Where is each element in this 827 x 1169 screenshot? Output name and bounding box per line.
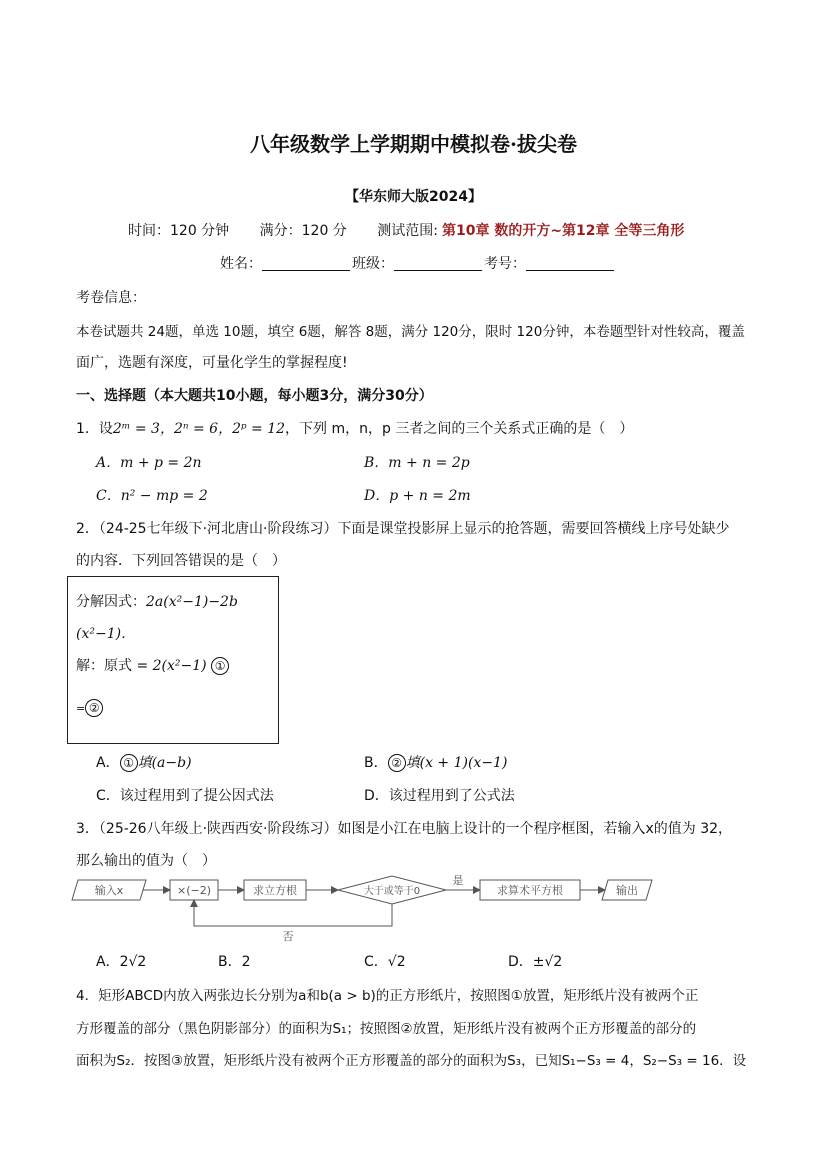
edition-label: 【华东师大版2024】 — [345, 189, 482, 205]
q3-option-c[interactable]: C．√2 — [364, 954, 406, 970]
student-info — [220, 253, 616, 273]
circle-2-marker: ② — [85, 699, 103, 717]
q2-option-b-text: 填(x + 1)(x−1) — [405, 755, 508, 771]
q4-line1: 4．矩形ABCD内放入两张边长分别为a和b(a > b)的正方形纸片，按照图①放置，矩形纸片没有被两个正 — [76, 988, 699, 1004]
section1-heading: 一、选择题（本大题共10小题，每小题3分，满分30分） — [76, 388, 433, 404]
box-line1-label: 分解因式： — [76, 594, 146, 610]
q3-option-d[interactable]: D．±√2 — [508, 954, 563, 970]
q3-option-b[interactable]: B．2 — [218, 954, 251, 970]
q4-line2: 方形覆盖的部分（黑色阴影部分）的面积为S₁；按照图②放置，矩形纸片没有被两个正方形覆盖的部分的 — [76, 1021, 697, 1037]
q2-option-b-label: B． — [364, 755, 388, 771]
q2-option-a[interactable] — [96, 752, 192, 772]
flow-sqrt-label: 求算术平方根 — [497, 884, 563, 897]
q2-option-a-text: 填(a−b) — [137, 755, 192, 771]
exam-no-label: 考号： — [484, 256, 526, 272]
intro-heading: 考卷信息： — [76, 290, 146, 306]
q2-problem-box — [67, 576, 279, 744]
flow-multiply-label: ×(−2) — [176, 884, 212, 897]
exam-time: 时间：120 分钟 — [128, 223, 230, 239]
box-line4-prefix: = — [76, 702, 86, 715]
name-label: 姓名： — [220, 256, 262, 272]
box-line3-label: 解：原式 = — [76, 658, 153, 674]
name-blank[interactable] — [262, 256, 350, 271]
q1-stem-math: 2ᵐ = 3，2ⁿ = 6，2ᵖ = 12 — [112, 421, 286, 437]
q1-option-b[interactable]: B．m + n = 2p — [364, 455, 470, 471]
q1-option-a[interactable]: A．m + p = 2n — [96, 455, 202, 471]
class-label: 班级： — [352, 256, 394, 272]
q3-flowchart — [70, 870, 660, 942]
box-line3-math: 2(x²−1) — [152, 658, 207, 674]
exam-range-label: 测试范围: — [377, 223, 438, 239]
page-title: 八年级数学上学期期中模拟卷·拔尖卷 — [250, 132, 577, 156]
box-line2: (x²−1)． — [76, 626, 136, 642]
q2-option-a-label: A． — [96, 755, 120, 771]
q1-option-d[interactable]: D．p + n = 2m — [364, 488, 471, 504]
box-line1 — [76, 591, 238, 611]
q3-stem-line1: 3．（25-26八年级上·陕西西安·阶段练习）如图是小江在电脑上设计的一个程序框图，若输入x的值为 32， — [76, 821, 733, 837]
box-line1-math: 2a(x²−1)−2b — [146, 594, 238, 610]
circle-1-marker: ① — [120, 754, 138, 772]
q2-stem-line2: 的内容．下列回答错误的是（ ） — [76, 553, 286, 569]
class-blank[interactable] — [394, 256, 482, 271]
q3-stem-line2: 那么输出的值为（ ） — [76, 853, 216, 869]
intro-line2: 面广，选题有深度，可量化学生的掌握程度! — [76, 355, 348, 371]
q1-stem-post: ，下列 m，n，p 三者之间的三个关系式正确的是（ ） — [285, 421, 634, 437]
exam-range: 第10章 数的开方~第12章 全等三角形 — [441, 223, 685, 239]
q2-option-c[interactable]: C．该过程用到了提公因式法 — [96, 788, 274, 804]
q2-option-d[interactable]: D．该过程用到了公式法 — [364, 788, 515, 804]
circle-2-marker: ② — [388, 754, 406, 772]
circle-1-marker: ① — [211, 657, 229, 675]
exam-no-blank[interactable] — [526, 256, 614, 271]
flow-arrow-no-loop — [194, 900, 392, 926]
q3-option-a[interactable]: A．2√2 — [96, 954, 147, 970]
flow-output-label: 输出 — [616, 884, 638, 897]
q1-stem — [76, 418, 633, 438]
intro-line1: 本卷试题共 24题，单选 10题，填空 6题，解答 8题，满分 120分，限时 120分钟，本卷题型针对性较高，覆盖 — [76, 324, 745, 340]
q2-stem-line1: 2．（24-25七年级下·河北唐山·阶段练习）下面是课堂投影屏上显示的抢答题，需要回答横线上序号处缺少 — [76, 521, 730, 537]
flow-no-label: 否 — [282, 930, 294, 942]
q1-option-c[interactable]: C．n² − mp = 2 — [96, 488, 208, 504]
q2-option-b[interactable] — [364, 752, 507, 772]
exam-meta — [128, 220, 710, 240]
flow-yes-label: 是 — [452, 874, 464, 887]
exam-score: 满分：120 分 — [259, 223, 347, 239]
flow-cube-root-label: 求立方根 — [253, 884, 297, 897]
q4-line3: 面积为S₂．按图③放置，矩形纸片没有被两个正方形覆盖的部分的面积为S₃，已知S₁−S₃ = 4，S₂−S₃ = 16．设 — [76, 1053, 747, 1069]
flow-input-label: 输入x — [94, 884, 124, 897]
q1-stem-pre: 1．设 — [76, 421, 113, 437]
flow-decision-label: 大于或等于0 — [363, 886, 421, 897]
box-line4 — [76, 699, 103, 717]
box-line3 — [76, 655, 229, 675]
